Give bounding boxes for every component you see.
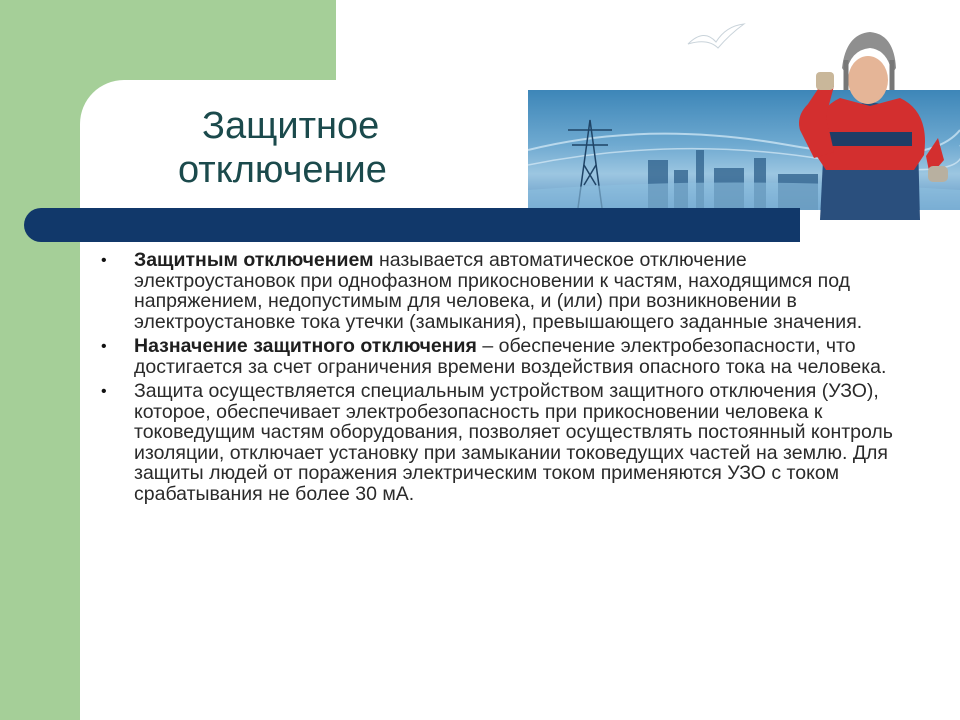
bullet-text	[134, 381, 896, 504]
bullet-text	[134, 336, 896, 377]
title-divider-bar	[24, 208, 800, 242]
bullet-text	[134, 250, 896, 332]
bullet-body: – обеспечение электробезопасности, что достигается за счет ограничения времени воздействия опасного тока на человека.	[134, 335, 887, 378]
bullet-item	[96, 336, 896, 377]
bullet-dot-icon: •	[101, 338, 107, 355]
electrician-photo	[780, 20, 960, 220]
bullet-body: называется автоматическое отключение электроустановок при однофазном прикосновении к частям, находящимся под напряжением, недопустимым для человека, и (или) при возникновении в электроустановке тока утечки (замыкания), превышающего заданные значения.	[134, 249, 863, 333]
bullet-dot-icon: •	[101, 383, 107, 400]
bullet-dot-icon: •	[101, 252, 107, 269]
bullet-term: Назначение защитного отключения	[134, 335, 477, 357]
bullet-list	[96, 250, 896, 508]
green-left-strip	[0, 80, 80, 720]
bullet-item	[96, 250, 896, 332]
title-line-1: Защитное	[202, 105, 380, 147]
slide-title	[178, 104, 387, 192]
bullet-item	[96, 381, 896, 504]
bullet-term: Защитным отключением	[134, 249, 374, 271]
bullet-body: Защита осуществляется специальным устройством защитного отключения (УЗО), которое, обеспечивает электробезопасность при прикосновении человека к токоведущим частям оборудования, позволяет осуществлять постоянный контроль изоляции, отключает установку при замыкании токоведущих частей на землю. Для защиты людей от поражения электрическим током применяются УЗО с током срабатывания не более 30 мА.	[134, 380, 893, 505]
seagull-icon	[686, 22, 746, 58]
title-line-2: отключение	[178, 149, 387, 191]
